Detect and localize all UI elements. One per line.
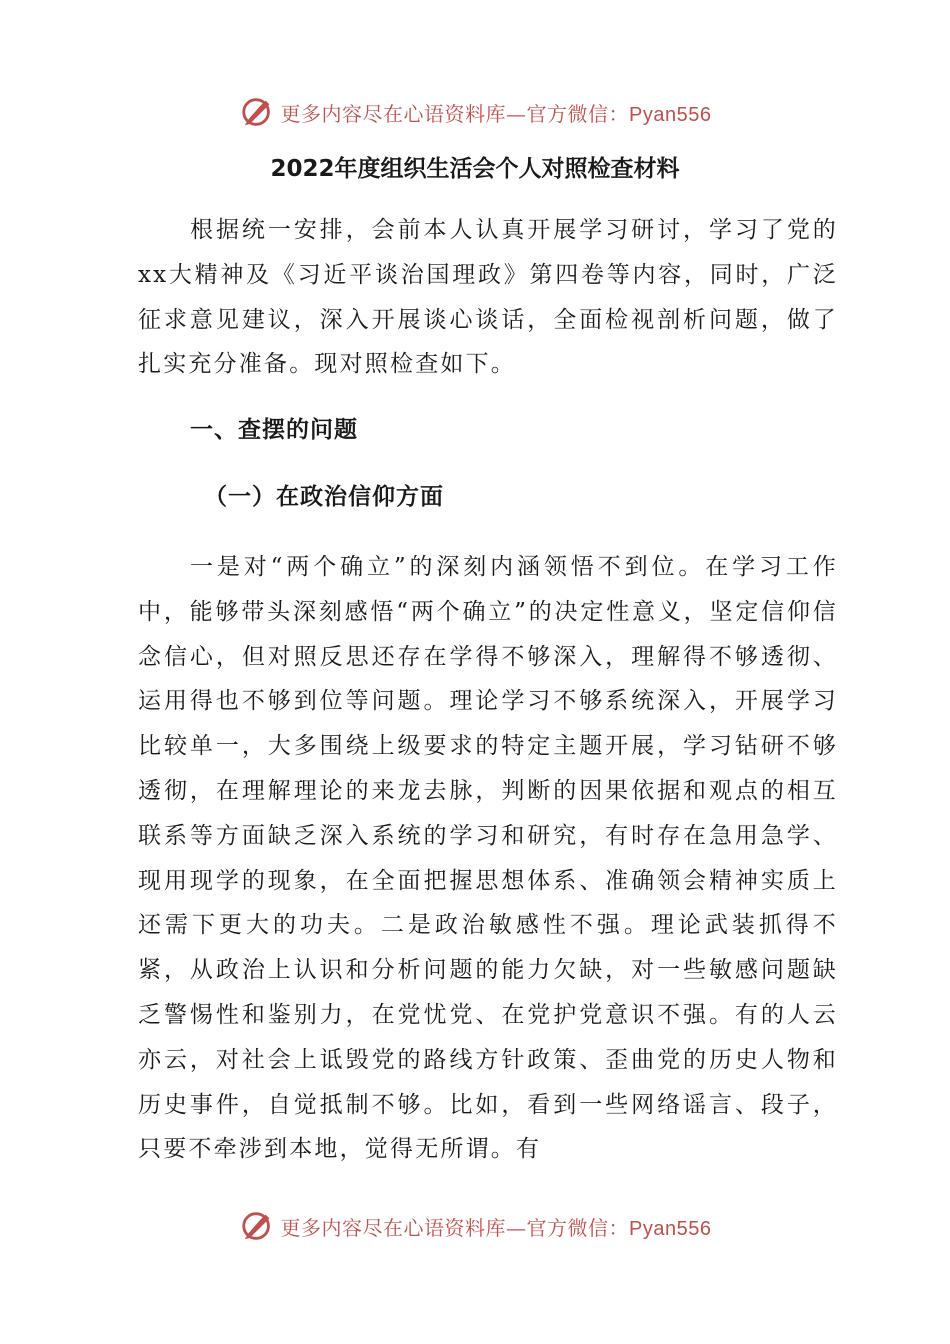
document-title: 2022年度组织生活会个人对照检查材料 (270, 156, 680, 182)
section-heading: 一、查摆的问题 (190, 417, 358, 443)
intro-block (138, 208, 838, 387)
watermark-wechat-id: Pyan556 (629, 1217, 712, 1240)
body-block (138, 545, 838, 1172)
body-paragraph: 一是对“两个确立”的深刻内涵领悟不到位。在学习工作中，能够带头深刻感悟“两个确立”的决定性意义，坚定信仰信念信心，但对照反思还存在学得不够深入，理解得不够透彻、运用得也不够到位等问题。理论学习不够系统深入，开展学习比较单一，大多围绕上级要求的特定主题开展，学习钻研不够透彻，在理解理论的来龙去脉，判断的因果依据和观点的相互联系等方面缺乏深入系统的学习和研究，有时存在急用急学、现用现学的现象，在全面把握思想体系、准确领会精神实质上还需下更大的功夫。二是政治敏感性不强。理论武装抓得不紧，从政治上认识和分析问题的能力欠缺，对一些敏感问题缺乏警惕性和鉴别力，在党忧党、在党护党意识不强。有的人云亦云，对社会上诋毁党的路线方针政策、歪曲党的历史人物和历史事件，自觉抵制不够。比如，看到一些网络谣言、段子，只要不牵涉到本地，觉得无所谓。有 (138, 554, 838, 1163)
watermark-label: 更多内容尽在心语资料库—官方微信： (280, 1215, 630, 1240)
pen-logo-icon (239, 1207, 277, 1245)
pen-logo-icon (239, 93, 277, 131)
watermark-label: 更多内容尽在心语资料库—官方微信： (280, 101, 630, 126)
intro-paragraph: 根据统一安排，会前本人认真开展学习研讨，学习了党的xx大精神及《习近平谈治国理政》第四卷等内容，同时，广泛征求意见建议，深入开展谈心谈话，全面检视剖析问题，做了扎实充分准备。现对照检查如下。 (138, 217, 838, 378)
watermark-text (281, 1212, 712, 1241)
watermark-banner-bottom (0, 1204, 950, 1248)
watermark-banner-top (0, 90, 950, 134)
subsection-heading: （一）在政治信仰方面 (204, 484, 444, 510)
watermark-text (281, 98, 712, 127)
watermark-wechat-id: Pyan556 (629, 103, 712, 126)
